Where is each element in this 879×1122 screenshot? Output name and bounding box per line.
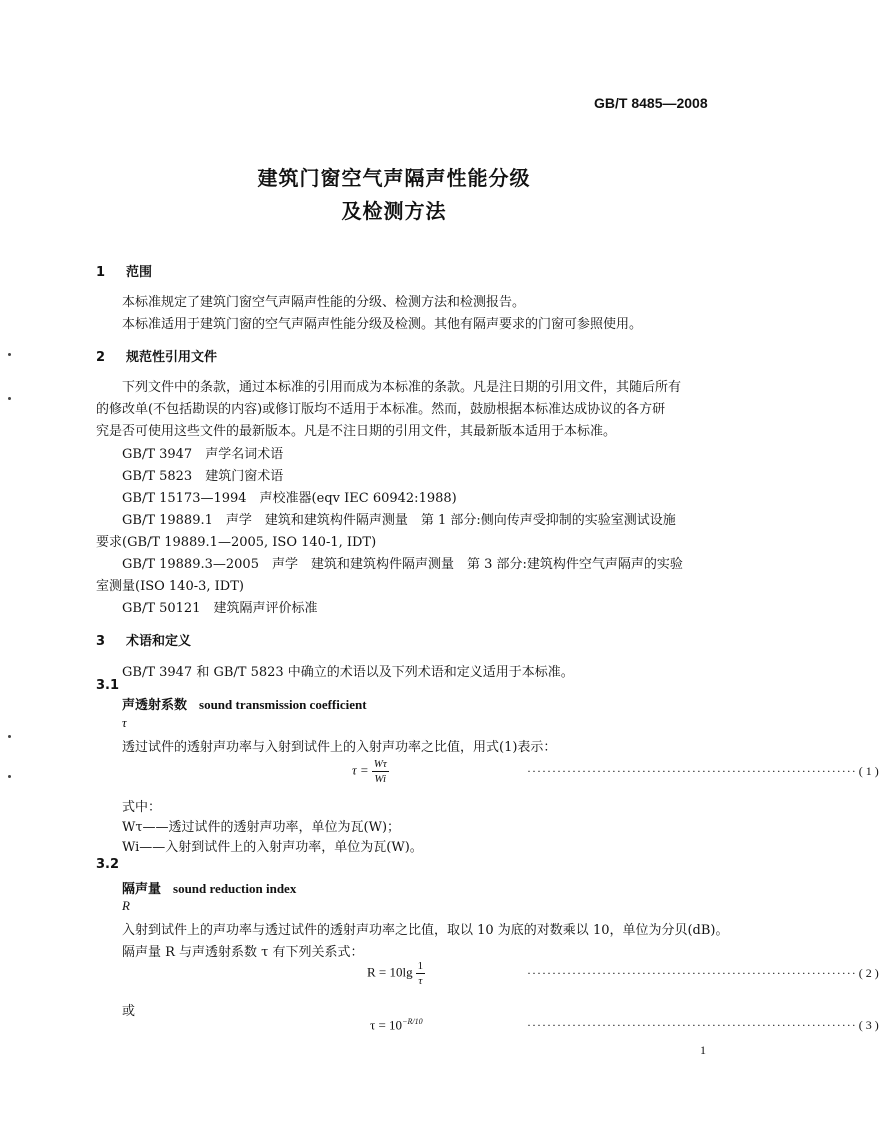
section-3-number: 3: [96, 634, 106, 649]
document-title-line2: 及检测方法: [341, 199, 447, 223]
formula-3: [370, 1017, 423, 1033]
section-2-number: 2: [96, 350, 106, 365]
section-1-heading: [96, 261, 152, 280]
reference-item: GB/T 3947 声学名词术语: [122, 447, 284, 462]
equation-1-number: ( 1 ): [858, 764, 879, 778]
section-1-para-2: 本标准适用于建筑门窗的空气声隔声性能分级及检测。其他有隔声要求的门窗可参照使用。: [122, 317, 643, 332]
formula-1-numerator: Wτ: [373, 758, 387, 770]
term-3-2: [122, 878, 296, 897]
scan-mark: [8, 775, 11, 778]
formula-2-numerator: 1: [417, 960, 424, 972]
reference-item-continuation: 要求(GB/T 19889.1—2005, ISO 140-1, IDT): [96, 535, 377, 550]
dot-leader: ··································································: [527, 1018, 857, 1032]
equation-2-number: ( 2 ): [858, 966, 879, 980]
formula-1-denominator: Wi: [374, 773, 387, 785]
section-1-number: 1: [96, 265, 106, 280]
page-number: 1: [700, 1043, 706, 1057]
section-3-heading: [96, 630, 191, 649]
formula-2: [367, 959, 425, 988]
equation-3-leader: [527, 1018, 879, 1033]
clause-3-2-number: 3.2: [96, 857, 120, 872]
formula-1-variable-1: Wτ——透过试件的透射声功率，单位为瓦(W)；: [122, 820, 401, 835]
reference-item: GB/T 15173—1994 声校准器(eqv IEC 60942:1988): [122, 491, 457, 506]
formula-3-exponent: −R/10: [402, 1017, 423, 1026]
clause-3-1-number: 3.1: [96, 678, 120, 693]
formula-2-fraction: [416, 959, 426, 988]
formula-2-denominator: τ: [418, 975, 423, 987]
scan-mark: [8, 735, 11, 738]
reference-item: GB/T 5823 建筑门窗术语: [122, 469, 284, 484]
section-1-para-1: 本标准规定了建筑门窗空气声隔声性能的分级、检测方法和检测报告。: [122, 295, 526, 310]
section-2-intro-line-1: 下列文件中的条款，通过本标准的引用而成为本标准的条款。凡是注日期的引用文件，其随后所有: [122, 380, 682, 395]
section-2-intro-line-2: 的修改单(不包括勘误的内容)或修订版均不适用于本标准。然而，鼓励根据本标准达成协议的各方研: [96, 402, 666, 417]
scan-mark: [8, 353, 11, 356]
section-1-title: 范围: [126, 265, 153, 280]
reference-item: GB/T 19889.1 声学 建筑和建筑构件隔声测量 第 1 部分:侧向传声受抑制的实验室测试设施: [122, 513, 676, 528]
standard-code: GB/T 8485—2008: [594, 95, 708, 111]
formula-1: [352, 757, 389, 786]
term-3-2-name-en: sound reduction index: [173, 881, 297, 896]
equation-3-number: ( 3 ): [858, 1018, 879, 1032]
reference-item-continuation: 室测量(ISO 140-3, IDT): [96, 579, 244, 594]
section-3-title: 术语和定义: [126, 634, 192, 649]
dot-leader: ··································································: [527, 764, 857, 778]
formula-2-lhs: R = 10lg: [367, 964, 413, 980]
term-3-1-name-en: sound transmission coefficient: [199, 697, 367, 712]
term-3-2-definition: 入射到试件上的声功率与透过试件的透射声功率之比值，取以 10 为底的对数乘以 10，单位为分贝(dB)。: [122, 923, 729, 938]
term-3-2-symbol: R: [122, 898, 130, 913]
equation-2-leader: [527, 966, 879, 981]
formula-1-where: 式中：: [122, 800, 162, 815]
term-3-1: [122, 694, 367, 713]
term-3-2-relation: 隔声量 R 与声透射系数 τ 有下列关系式：: [122, 945, 364, 960]
section-2-heading: [96, 346, 217, 365]
section-2-title: 规范性引用文件: [126, 350, 218, 365]
formula-1-fraction: [372, 757, 389, 786]
dot-leader: ··································································: [527, 966, 857, 980]
section-2-intro-line-3: 究是否可使用这些文件的最新版本。凡是不注日期的引用文件，其最新版本适用于本标准。: [96, 424, 617, 439]
or-connector: 或: [122, 1004, 136, 1019]
document-title-line1: 建筑门窗空气声隔声性能分级: [257, 166, 531, 190]
reference-item: GB/T 50121 建筑隔声评价标准: [122, 601, 318, 616]
scan-mark: [8, 397, 11, 400]
reference-item: GB/T 19889.3—2005 声学 建筑和建筑构件隔声测量 第 3 部分:建筑构件空气声隔声的实验: [122, 557, 683, 572]
formula-3-base: τ = 10: [370, 1017, 403, 1033]
term-3-1-symbol: τ: [122, 715, 127, 730]
term-3-2-name-cn: 隔声量: [122, 882, 162, 897]
term-3-1-definition: 透过试件的透射声功率与入射到试件上的入射声功率之比值，用式(1)表示：: [122, 740, 557, 755]
term-3-1-name-cn: 声透射系数: [122, 698, 188, 713]
section-3-intro: GB/T 3947 和 GB/T 5823 中确立的术语以及下列术语和定义适用于本标准。: [122, 665, 574, 680]
formula-1-lhs: τ =: [352, 762, 369, 778]
formula-1-variable-2: Wi——入射到试件上的入射声功率，单位为瓦(W)。: [122, 840, 423, 855]
equation-1-leader: [527, 764, 879, 779]
